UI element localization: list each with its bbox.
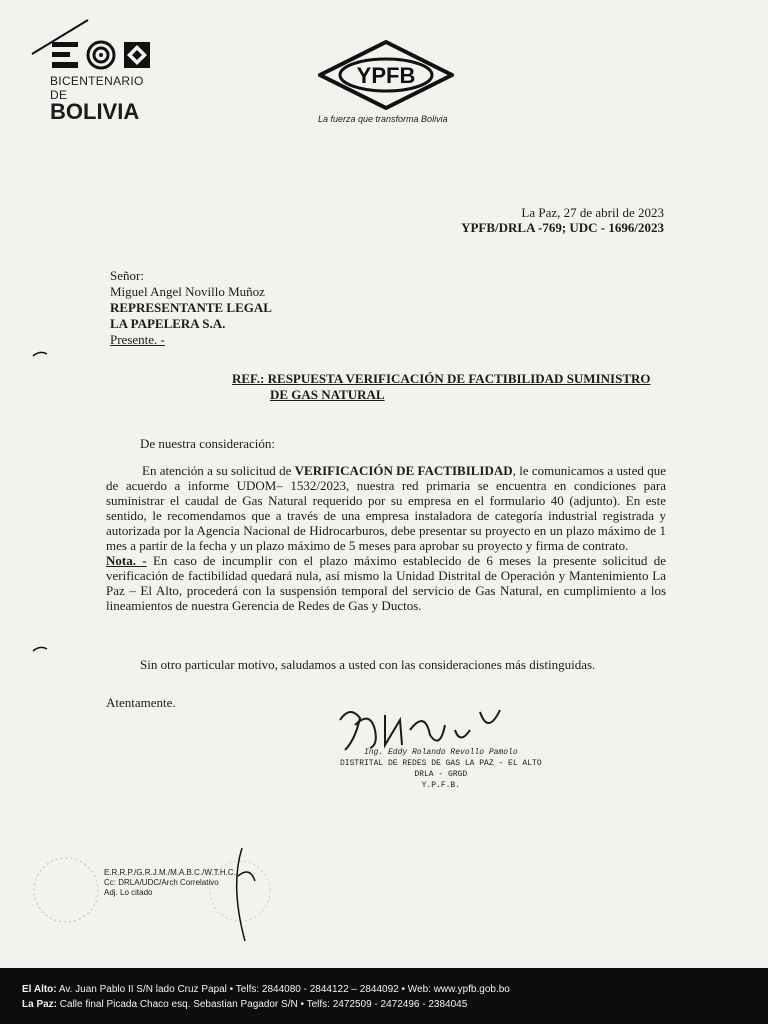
subject-line-1: REF.: RESPUESTA VERIFICACIÓN DE FACTIBILIDAD SUMINISTRO <box>232 371 651 386</box>
footer-text-la-paz: Calle final Picada Chaco esq. Sebastian Pagador S/N • Telfs: 2472509 - 2472496 - 2384045 <box>57 999 468 1010</box>
para3-text: Sin otro particular motivo, saludamos a usted con las consideraciones más distinguidas. <box>140 657 596 672</box>
footer-label-el-alto: El Alto: <box>22 984 57 995</box>
greeting: De nuestra consideración: <box>140 436 276 451</box>
spiral-icon <box>86 40 116 70</box>
recipient-name: Miguel Angel Novillo Muñoz <box>110 284 265 299</box>
subject-line <box>232 371 651 403</box>
ypfb-logo <box>318 40 454 110</box>
margin-mark <box>32 645 48 653</box>
signatory-org: Y.P.F.B. <box>421 781 461 790</box>
pen-stroke-mark <box>30 18 90 58</box>
ypfb-logo-text: YPFB <box>356 63 416 88</box>
cc-line: Cc: DRLA/UDC/Arch Correlativo <box>104 878 219 887</box>
note-text: En caso de incumplir con el plazo máximo establecido de 6 meses la presente solicitud de verificación de factibilidad quedará nula, así mismo la Unidad Distrital de Operación y Mantenimiento La Paz – El Alto, procederá con la suspensión temporal del servicio de Gas Natural, en cumplimiento a los lineamientos de nuestra Gerencia de Redes de Gas y Ductos. <box>106 553 666 613</box>
signatory-dept: DRLA - GRGD <box>414 770 468 779</box>
para1-pre: En atención a su solicitud de <box>142 463 295 478</box>
andean-cross-icon <box>122 40 152 70</box>
signatory-unit: DISTRITAL DE REDES DE GAS LA PAZ - EL ALTO <box>340 759 542 768</box>
initials-block <box>104 868 236 898</box>
attachment-line: Adj. Lo citado <box>104 888 153 897</box>
ypfb-tagline: La fuerza que transforma Bolivia <box>318 114 448 124</box>
signatory-name: Ing. Eddy Rolando Revollo Pamolo <box>364 748 518 757</box>
letter-date: La Paz, 27 de abril de 2023 <box>521 205 664 220</box>
recipient-title: REPRESENTANTE LEGAL <box>110 300 272 315</box>
body-paragraph-3 <box>106 657 666 672</box>
footer-text-el-alto: Av. Juan Pablo II S/N lado Cruz Papal • Telfs: 2844080 - 2844122 – 2844092 • Web: www.ypfb.gob.bo <box>56 984 510 995</box>
footer-line-1 <box>22 982 768 997</box>
body-paragraph-1 <box>106 463 666 613</box>
footer-label-la-paz: La Paz: <box>22 999 58 1010</box>
closing: Atentamente. <box>106 695 176 710</box>
recipient-block <box>110 268 272 348</box>
initials-line: E.R.R.P./G.R.J.M./M.A.B.C./W.T.H.C. <box>104 868 236 877</box>
para1-post: , le comunicamos a usted que de acuerdo a informe UDOM– 1532/2023, nuestra red primaria se encuentra en condiciones para suministrar el caudal de Gas Natural requerido por su empresa en el formulario 40 (adjunto). En este sentido, le recomendamos que a través de una empresa instaladora de categoría industrial registrada y autorizada por la Agencia Nacional de Hidrocarburos, debe presentar su proyecto en un plazo máximo de 1 mes a partir de la fecha y un plazo máximo de 5 meses para aprobar su proyecto y firma de contrato. <box>106 463 666 553</box>
faint-stamp <box>26 850 106 930</box>
footer-bar <box>0 968 768 1024</box>
footer-line-2 <box>22 997 768 1012</box>
recipient-company: LA PAPELERA S.A. <box>110 316 226 331</box>
para1-bold: VERIFICACIÓN DE FACTIBILIDAD <box>294 463 513 478</box>
reference-number: YPFB/DRLA -769; UDC - 1696/2023 <box>461 220 664 235</box>
signatory-block <box>340 747 542 791</box>
note-label: Nota. - <box>106 553 147 568</box>
bicentenario-logo <box>50 40 160 122</box>
bicentenario-line2: BOLIVIA <box>50 99 140 124</box>
presente-line: Presente. - <box>110 332 165 347</box>
margin-mark <box>32 350 48 358</box>
subject-line-2: DE GAS NATURAL <box>270 387 385 402</box>
bicentenario-line1: BICENTENARIO DE <box>50 74 144 102</box>
salutation: Señor: <box>110 268 144 283</box>
